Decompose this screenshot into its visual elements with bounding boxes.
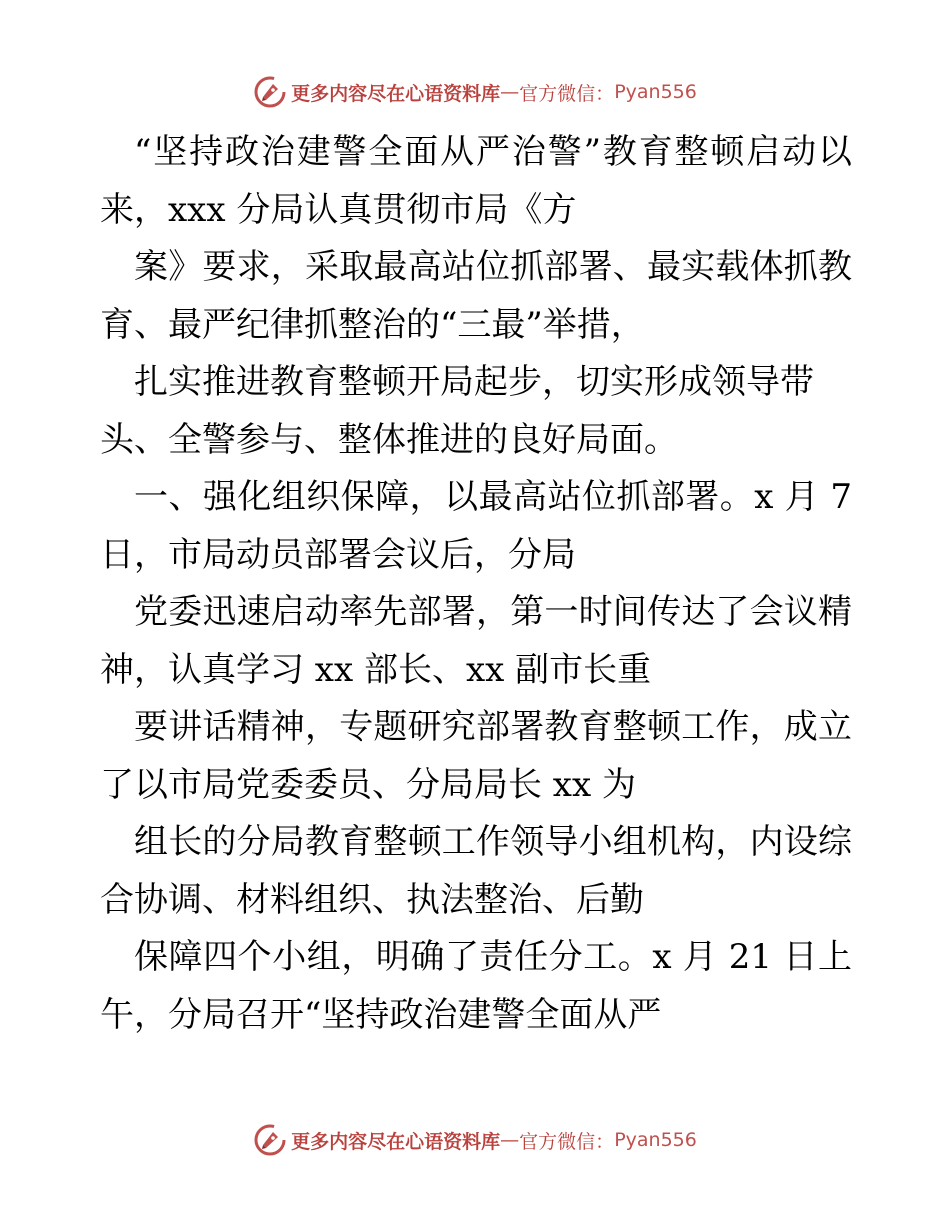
paragraph-line: 合协调、材料组织、执法整治、后勤 [100,879,644,920]
watermark-banner-bottom [0,1120,950,1160]
watermark-official-label: 官方微信： [519,1130,615,1153]
paragraph-line: 午，分局召开“坚持政治建警全面从严 [100,994,662,1035]
watermark-dash: — [500,81,520,103]
paragraph-line: 案》要求，采取最高站位抓部署、最实载体抓教 [134,247,852,287]
paragraph-line: 保障四个小组，明确了责任分工。x 月 21 日上 [134,937,852,977]
paragraph-line: “坚持政治建警全面从严治警”教育整顿启动以 [134,132,852,172]
document-body [100,124,852,1044]
paragraph-line: 来，xxx 分局认真贯彻市局《方 [100,189,577,230]
watermark-dash: — [500,1129,520,1151]
paragraph-line: 头、全警参与、整体推进的良好局面。 [100,419,678,460]
paragraph-line: 组长的分局教育整顿工作领导小组机构，内设综 [134,822,852,862]
watermark-banner-top [0,72,950,112]
paragraph-line: 要讲话精神，专题研究部署教育整顿工作，成立 [134,707,852,747]
paragraph-line: 日，市局动员部署会议后，分局 [100,534,576,575]
watermark-official-label: 官方微信： [519,82,615,105]
paragraph-line: 一、强化组织保障，以最高站位抓部署。x 月 7 [134,477,852,517]
pen-nib-logo-icon [253,75,287,109]
watermark-account: Pyan556 [614,1129,697,1151]
paragraph-line: 神，认真学习 xx 部长、xx 副市长重 [100,649,652,690]
watermark-account: Pyan556 [614,81,697,103]
paragraph-line: 扎实推进教育整顿开局起步，切实形成领导带 [134,362,814,402]
watermark-brand: 更多内容尽在心语资料库 [291,82,501,105]
paragraph-line: 了以市局党委委员、分局局长 xx 为 [100,764,636,805]
pen-nib-logo-icon [253,1123,287,1157]
paragraph-line: 党委迅速启动率先部署，第一时间传达了会议精 [134,592,852,632]
watermark-brand: 更多内容尽在心语资料库 [291,1130,501,1153]
paragraph-line: 育、最严纪律抓整治的“三最”举措， [100,304,645,345]
